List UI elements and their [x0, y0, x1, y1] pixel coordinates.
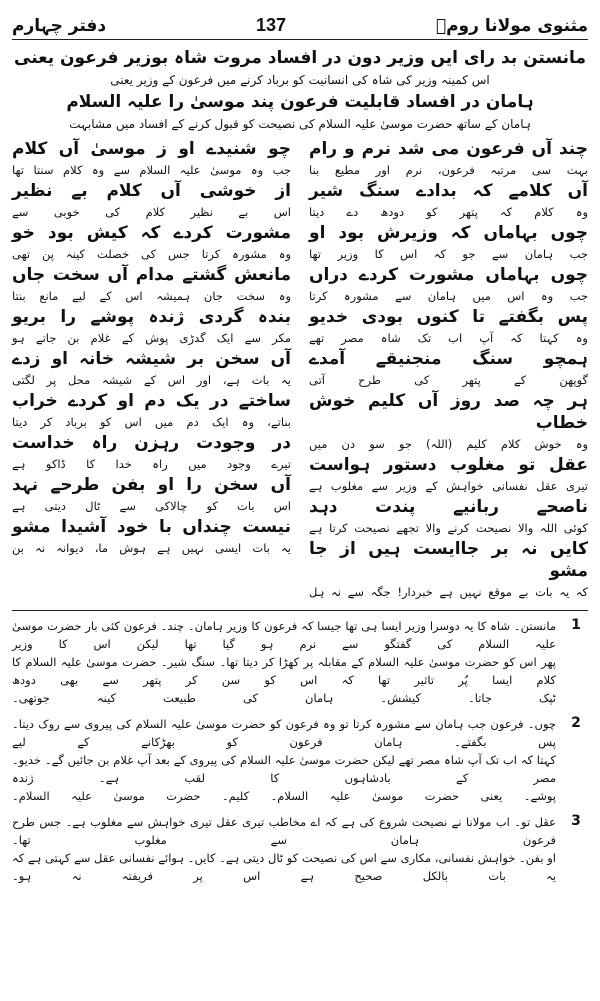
heading-verse: مانستن بد رای ایں وزیر دون در افساد مروت شاہ بوزیر فرعون یعنی — [14, 48, 586, 68]
page-number: 137 — [256, 15, 287, 35]
verse-line: در وجودت رہزن راہ خداست — [12, 433, 291, 453]
verse-line: عقل تو مغلوب دستور ہواست — [309, 455, 588, 475]
verse-line: ہر چہ صد روز آں کلیم خوش خطاب — [309, 391, 588, 433]
translation-line: بہت سی مرتبہ فرعون، نرم اور مطیع بنا — [309, 163, 588, 177]
translation-line: جب وہ اس میں ہامان سے مشورہ کرتا — [309, 289, 588, 303]
footnote-number: 3 — [571, 813, 581, 829]
verse-line: ناصحے ربانیے پندت دہد — [309, 497, 588, 517]
translation-line: یہ بات ہے، اور اس کے شیشہ محل پر لگتی — [12, 373, 291, 387]
footnote-line: ٹپک جاتا۔ کیشش۔ ہامان کی طبیعت کینہ جوتھی۔ — [12, 691, 556, 705]
translation-line: اس بے نظیر کلام کی خوبی سے — [12, 205, 291, 219]
book-title: مثنوی مولانا رومؒ — [435, 16, 588, 36]
footnote-line: چوں۔ فرعون جب ہامان سے مشورہ کرتا تو وہ فرعون کو حضرت موسیٰ علیہ السلام کی پیروی سے روک دیتا۔ پس بگفتے۔ ہامان فرعون کو بھڑکانے کے لیے — [12, 717, 556, 749]
verse-line: چوں بہاماں کہ وزیرش بود او — [309, 223, 588, 243]
verse-line: بندہ گردی ژندہ پوشے را بریو — [12, 307, 291, 327]
verse-line: کایں نہ بر جاایست ہیں از جا مشو — [309, 539, 588, 581]
translation-line: کہ یہ بات بے موقع نہیں ہے خبردار! جگہ سے نہ ہل — [309, 585, 588, 599]
verse-line: نیست چنداں با خود آشیدا مشو — [12, 517, 291, 537]
left-column — [12, 138, 291, 602]
footnote-line: مانستن۔ شاہ کا یہ دوسرا وزیر ایسا ہی تھا جیسا کہ فرعون کا وزیر ہامان۔ چند۔ فرعون کئی بار حضرت موسیٰ علیہ السلام کی گفتگو سے نرم ہو گیا تھا لیکن اس کا وزیر — [12, 619, 556, 651]
footnote-line: پوشے۔ یعنی حضرت موسیٰ علیہ السلام۔ کلیم۔ حضرت موسیٰ علیہ السلام۔ — [12, 789, 556, 803]
translation-line: وہ کلام کہ پتھر کو دودھ دے دیتا — [309, 205, 588, 219]
translation-line: تیرے وجود میں راہ خدا کا ڈاکو ہے — [12, 457, 291, 471]
verse-line: آں کلامے کہ بدادے سنگ شیر — [309, 181, 588, 201]
translation-line: وہ مشورہ کرتا جس کی خصلت کینہ پن تھی — [12, 247, 291, 261]
verse-line: ہمچو سنگ منجنیقے آمدے — [309, 349, 588, 369]
translation-line: وہ سخت جان ہمیشہ اس کے لیے مانع بنتا — [12, 289, 291, 303]
verse-line: چند آں فرعون می شد نرم و رام — [309, 139, 588, 159]
section-title: دفتر چہارم — [12, 16, 107, 36]
translation-line: گوپھن کے پتھر کی طرح آتی — [309, 373, 588, 387]
footnote — [12, 813, 588, 885]
footnotes — [12, 617, 588, 885]
verse-line: چو شنیدے او ز موسیٰ آں کلام — [12, 139, 291, 159]
footnote — [12, 617, 588, 707]
translation-line: بناتے، وہ ایک دم میں اس کو برباد کر دیتا — [12, 415, 291, 429]
footnote-line: کہتا کہ اب تک آپ شاہ مصر تھے لیکن حضرت موسیٰ علیہ السلام کی پیروی کے بعد آپ غلام بن جائیں گے۔ خدیو۔ مصر کے بادشاہوں کا لقب ہے۔ ژندہ — [12, 753, 556, 785]
translation-line: مکر سے ایک گدڑی پوش کے غلام بن جاتے ہو — [12, 331, 291, 345]
right-column — [309, 138, 588, 602]
verse-line: پس بگفتے تا کنوں بودی خدیو — [309, 307, 588, 327]
verse-line: ساختے در یک دم او کردے خراب — [12, 391, 291, 411]
verse-line: آں سخن را او بفن طرحے نہد — [12, 475, 291, 495]
verse-columns — [12, 138, 588, 602]
translation-line: جب وہ موسیٰ علیہ السلام سے وہ کلام سنتا تھا — [12, 163, 291, 177]
chapter-heading — [12, 46, 588, 134]
translation-line: کوئی اللہ والا نصیحت کرنے والا تجھے نصیحت کرتا ہے — [309, 521, 588, 535]
footnote-line: پھر اس کو حضرت موسیٰ علیہ السلام کے مقابلہ پر کھڑا کر دیتا تھا۔ سنگ شیر۔ حضرت موسیٰ علیہ السلام کا کلام ایسا پُر تاثیر تھا کہ اس کو سن کر پتھر سے بھی دودھ — [12, 655, 556, 687]
footnote-number: 1 — [571, 617, 581, 633]
translation-line: جب ہامان سے جو کہ اس کا وزیر تھا — [309, 247, 588, 261]
page-header — [12, 10, 588, 40]
translation-line: وہ کہتا کہ آپ اب تک شاہ مصر تھے — [309, 331, 588, 345]
verse-line: چوں بہاماں مشورت کردے دراں — [309, 265, 588, 285]
heading-verse: ہامان در افساد قابلیت فرعون پند موسیٰ را علیہ السلام — [66, 92, 534, 112]
verse-line: مشورت کردے کہ کیش بود خو — [12, 223, 291, 243]
footnote-line: عقل تو۔ اب مولانا نے نصیحت شروع کی ہے کہ اے مخاطب تیری عقل تیری خواہش سے مغلوب ہے۔ جس طرح فرعون ہامان سے مغلوب تھا۔ — [12, 815, 556, 847]
translation-line: وہ خوش کلام کلیم (اللہ) جو سو دن میں — [309, 437, 588, 451]
verse-line: از خوشی آں کلام بے نظیر — [12, 181, 291, 201]
heading-translation: اس کمینہ وزیر کی شاہ کی انسانیت کو برباد کرنے میں فرعون کے وزیر یعنی — [110, 73, 490, 87]
verse-line: مانعش گشتے مدام آں سخت جاں — [12, 265, 291, 285]
heading-translation: ہامان کے ساتھ حضرت موسیٰ علیہ السلام کی نصیحت کو قبول کرنے کے افساد میں مشابہت — [69, 117, 531, 131]
verse-line: آں سخن بر شیشہ خانہ او زدے — [12, 349, 291, 369]
footnote-line: او بفن۔ خواہش نفسانی، مکاری سے اس کی نصیحت کو ٹال دیتی ہے۔ کایں۔ ہوائے نفسانی عقل سے کہتی ہے کہ یہ بات بالکل صحیح ہے اس پر فریفتہ نہ ہو۔ — [12, 851, 556, 883]
translation-line: تیری عقل نفسانی خواہش کے وزیر سے مغلوب ہے — [309, 479, 588, 493]
footnote — [12, 715, 588, 805]
translation-line: اس بات کو چالاکی سے ٹال دیتی ہے — [12, 499, 291, 513]
footnote-number: 2 — [571, 715, 581, 731]
translation-line: یہ بات ایسی نہیں ہے ہوش ما، دیوانہ نہ بن — [12, 541, 291, 555]
footnote-divider — [12, 610, 588, 611]
